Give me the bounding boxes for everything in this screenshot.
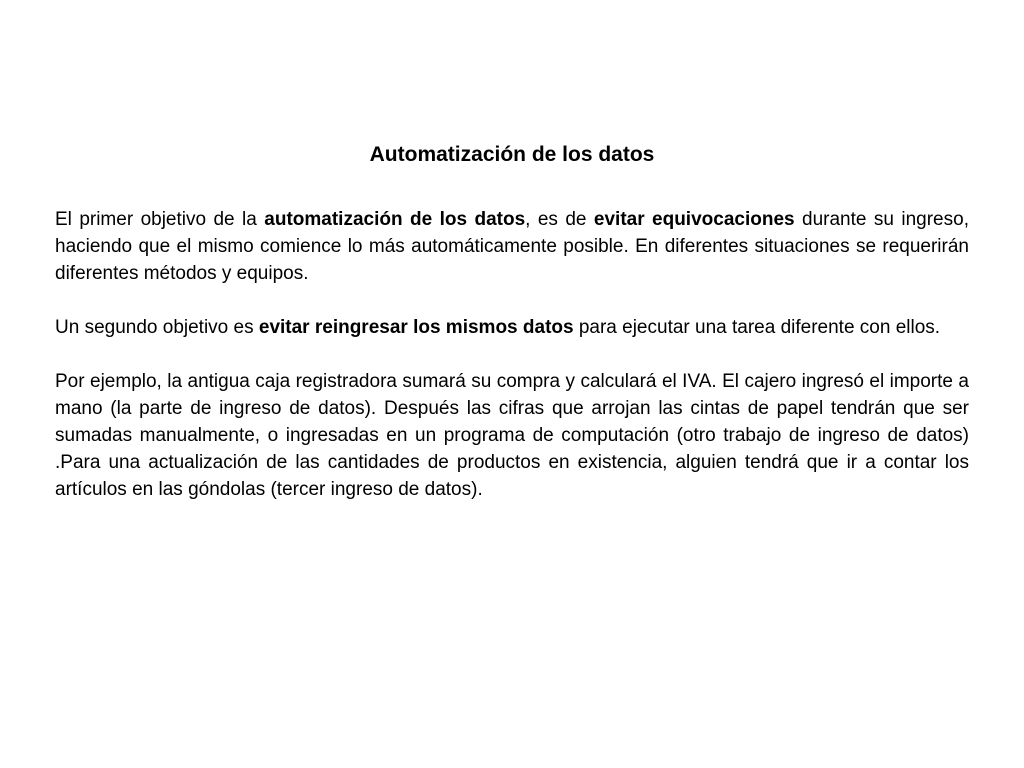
text-run: durante su ingreso, haciendo que el mismo comience lo más automáticamente posible. En diferentes situaciones se requerirán diferentes métodos y equipos. [55, 209, 969, 284]
text-run: para ejecutar una tarea diferente con ellos. [573, 317, 941, 338]
bold-term: automatización de los datos [264, 209, 526, 230]
bold-term: evitar equivocaciones [593, 209, 795, 230]
text-run: , es de [525, 209, 594, 230]
paragraph-1 [55, 206, 969, 287]
slide-body [55, 206, 969, 530]
text-run: Por ejemplo, la antigua caja registradora sumará su compra y calculará el IVA. El cajero ingresó el importe a mano (la parte de ingreso de datos). Después las cifras que arrojan las cintas de papel tendrán que ser sumadas manualmente, o ingresadas en un programa de computación (otro trabajo de ingreso de datos) .Para una actualización de las cantidades de productos en existencia, alguien tendrá que ir a contar los artículos en las góndolas (tercer ingreso de datos). [55, 371, 969, 500]
text-run: Un segundo objetivo es [55, 317, 259, 338]
bold-term: evitar reingresar los mismos datos [258, 317, 574, 338]
slide-title: Automatización de los datos [369, 143, 655, 166]
text-run: El primer objetivo de la [55, 209, 265, 230]
paragraph-2 [55, 314, 969, 341]
paragraph-3 [55, 368, 969, 503]
